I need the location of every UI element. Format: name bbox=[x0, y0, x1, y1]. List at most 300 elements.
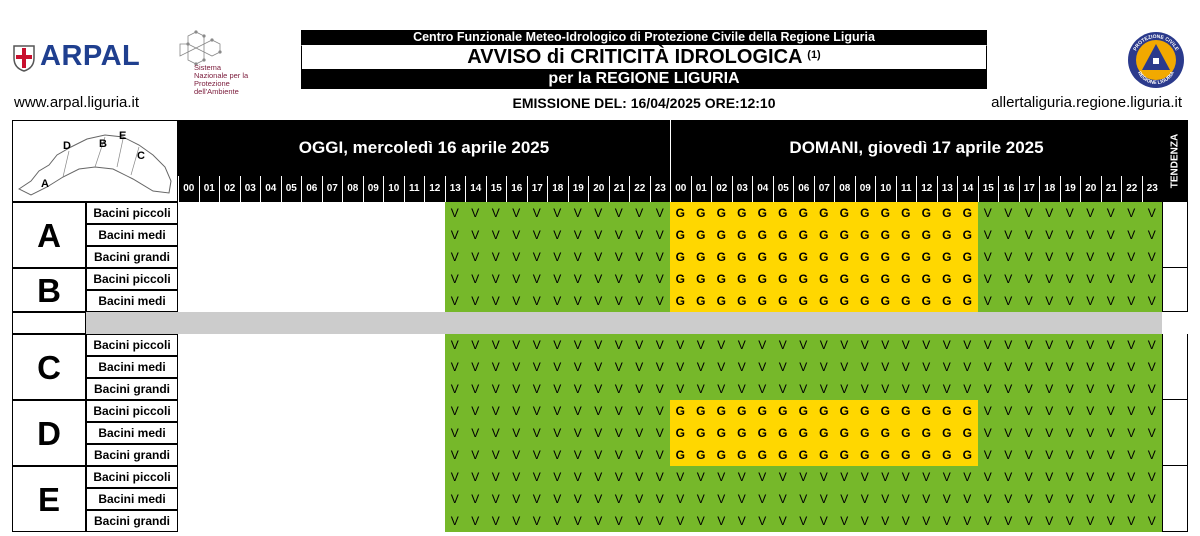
alert-cell-green: V bbox=[506, 400, 527, 422]
alert-cell-green: V bbox=[465, 268, 486, 290]
alert-cell-green: V bbox=[1060, 466, 1081, 488]
alert-cell-green: V bbox=[629, 466, 650, 488]
hour-header: 21 bbox=[1101, 176, 1122, 202]
svg-text:REGIONE LIGURIA bbox=[1136, 70, 1176, 86]
alert-cell-yellow: G bbox=[875, 444, 896, 466]
alert-cell-green: V bbox=[916, 488, 937, 510]
hour-header: 09 bbox=[363, 176, 384, 202]
alert-cell-yellow: G bbox=[711, 224, 732, 246]
alert-cell-green: V bbox=[875, 466, 896, 488]
alert-cell-green: V bbox=[527, 224, 548, 246]
alert-cell-green: V bbox=[568, 400, 589, 422]
alert-cell-yellow: G bbox=[957, 290, 978, 312]
alert-cell-green: V bbox=[1080, 268, 1101, 290]
day-header-1: DOMANI, giovedì 17 aprile 2025 bbox=[670, 120, 1162, 176]
alert-cell-green: V bbox=[1121, 488, 1142, 510]
alert-cell-yellow: G bbox=[875, 400, 896, 422]
alert-cell-green: V bbox=[1121, 334, 1142, 356]
alert-cell-green: V bbox=[855, 488, 876, 510]
subtitle: per la REGIONE LIGURIA bbox=[301, 69, 987, 89]
alert-cell-green: V bbox=[978, 334, 999, 356]
svg-text:PROTEZIONE CIVILE bbox=[1132, 34, 1180, 53]
bacino-label: Bacini grandi bbox=[86, 444, 178, 466]
alert-cell-green: V bbox=[609, 224, 630, 246]
alert-cell-green: V bbox=[650, 224, 671, 246]
alert-cell-green: V bbox=[1101, 290, 1122, 312]
alert-cell-green: V bbox=[506, 466, 527, 488]
alert-cell-green: V bbox=[916, 466, 937, 488]
alert-cell-green: V bbox=[978, 400, 999, 422]
alert-cell-yellow: G bbox=[937, 400, 958, 422]
bacino-label: Bacini piccoli bbox=[86, 268, 178, 290]
alert-cell-green: V bbox=[875, 378, 896, 400]
alert-cell-green: V bbox=[834, 378, 855, 400]
alert-cell-green: V bbox=[1142, 246, 1163, 268]
main-title-note: (1) bbox=[807, 49, 821, 61]
alert-cell-green: V bbox=[445, 488, 466, 510]
alert-cell-green: V bbox=[752, 510, 773, 532]
alert-cell-green: V bbox=[527, 334, 548, 356]
alert-cell-green: V bbox=[465, 334, 486, 356]
alert-cell-yellow: G bbox=[732, 268, 753, 290]
alert-cell-green: V bbox=[732, 334, 753, 356]
alert-cell-green: V bbox=[875, 334, 896, 356]
alert-cell-green: V bbox=[588, 400, 609, 422]
alert-cell-green: V bbox=[957, 356, 978, 378]
alert-cell-yellow: G bbox=[773, 400, 794, 422]
alert-cell-green: V bbox=[1060, 246, 1081, 268]
alert-cell-green: V bbox=[629, 400, 650, 422]
alert-cell-green: V bbox=[445, 400, 466, 422]
alert-cell-green: V bbox=[486, 422, 507, 444]
alert-cell-yellow: G bbox=[773, 444, 794, 466]
alert-cell-green: V bbox=[691, 488, 712, 510]
alert-cell-green: V bbox=[691, 378, 712, 400]
alert-cell-yellow: G bbox=[896, 422, 917, 444]
alert-cell-green: V bbox=[1019, 488, 1040, 510]
alert-cell-green: V bbox=[773, 356, 794, 378]
alert-cell-green: V bbox=[650, 378, 671, 400]
alert-cell-green: V bbox=[506, 422, 527, 444]
alert-cell-green: V bbox=[609, 356, 630, 378]
alert-cell-green: V bbox=[711, 334, 732, 356]
alert-cell-green: V bbox=[527, 400, 548, 422]
alert-cell-green: V bbox=[855, 510, 876, 532]
alert-cell-green: V bbox=[1060, 290, 1081, 312]
alert-cell-yellow: G bbox=[711, 268, 732, 290]
alert-cell-green: V bbox=[1060, 356, 1081, 378]
hour-header: 07 bbox=[322, 176, 343, 202]
alert-cell-green: V bbox=[506, 510, 527, 532]
alert-cell-green: V bbox=[568, 356, 589, 378]
alert-cell-yellow: G bbox=[855, 268, 876, 290]
alert-cell-green: V bbox=[1019, 356, 1040, 378]
alert-cell-green: V bbox=[547, 488, 568, 510]
alert-cell-green: V bbox=[1060, 444, 1081, 466]
main-title-text: AVVISO di CRITICITÀ IDROLOGICA bbox=[467, 46, 802, 68]
alert-cell-green: V bbox=[1121, 400, 1142, 422]
alert-cell-green: V bbox=[998, 466, 1019, 488]
alert-cell-green: V bbox=[957, 488, 978, 510]
alert-cell-yellow: G bbox=[773, 202, 794, 224]
alert-cell-yellow: G bbox=[875, 224, 896, 246]
hour-header: 04 bbox=[752, 176, 773, 202]
alert-cell-green: V bbox=[1019, 202, 1040, 224]
alert-cell-green: V bbox=[978, 224, 999, 246]
alert-cell-green: V bbox=[650, 290, 671, 312]
alert-cell-green: V bbox=[506, 334, 527, 356]
alert-cell-green: V bbox=[998, 488, 1019, 510]
hour-header: 01 bbox=[199, 176, 220, 202]
snpa-logo-text: Sistema Nazionale per la Protezione dell'Ambiente bbox=[194, 63, 249, 96]
alert-cell-yellow: G bbox=[670, 290, 691, 312]
bacino-label: Bacini grandi bbox=[86, 378, 178, 400]
alert-cell-green: V bbox=[588, 378, 609, 400]
hour-header: 23 bbox=[1142, 176, 1163, 202]
alert-cell-yellow: G bbox=[711, 444, 732, 466]
alert-cell-green: V bbox=[445, 334, 466, 356]
alert-cell-green: V bbox=[1039, 488, 1060, 510]
alert-cell-green: V bbox=[588, 510, 609, 532]
hour-header: 19 bbox=[1060, 176, 1081, 202]
bacino-label: Bacini grandi bbox=[86, 510, 178, 532]
hour-header: 20 bbox=[1080, 176, 1101, 202]
tendenza-cell bbox=[1162, 334, 1188, 400]
alert-cell-green: V bbox=[1019, 510, 1040, 532]
alert-cell-green: V bbox=[527, 246, 548, 268]
alert-cell-green: V bbox=[650, 422, 671, 444]
alert-cell-green: V bbox=[445, 246, 466, 268]
alert-cell-yellow: G bbox=[855, 444, 876, 466]
alert-cell-green: V bbox=[1039, 378, 1060, 400]
alert-cell-green: V bbox=[1142, 422, 1163, 444]
alert-cell-green: V bbox=[855, 334, 876, 356]
alert-cell-green: V bbox=[568, 444, 589, 466]
alert-cell-green: V bbox=[1121, 356, 1142, 378]
alert-cell-green: V bbox=[978, 268, 999, 290]
alert-cell-yellow: G bbox=[916, 268, 937, 290]
alert-cell-green: V bbox=[773, 488, 794, 510]
alert-cell-yellow: G bbox=[834, 444, 855, 466]
alert-cell-yellow: G bbox=[814, 422, 835, 444]
alert-cell-green: V bbox=[1101, 422, 1122, 444]
alert-cell-green: V bbox=[486, 202, 507, 224]
alert-cell-green: V bbox=[1121, 246, 1142, 268]
alert-cell-green: V bbox=[998, 422, 1019, 444]
alert-cell-green: V bbox=[1121, 290, 1142, 312]
alert-cell-green: V bbox=[506, 290, 527, 312]
alert-cell-green: V bbox=[1060, 334, 1081, 356]
hour-header: 01 bbox=[691, 176, 712, 202]
alert-cell-green: V bbox=[465, 466, 486, 488]
alert-cell-green: V bbox=[1142, 268, 1163, 290]
alert-cell-green: V bbox=[834, 466, 855, 488]
alert-cell-green: V bbox=[465, 378, 486, 400]
alert-cell-yellow: G bbox=[957, 400, 978, 422]
alert-cell-green: V bbox=[998, 202, 1019, 224]
alert-cell-green: V bbox=[814, 334, 835, 356]
map-label-a: A bbox=[41, 178, 49, 190]
alert-cell-yellow: G bbox=[793, 224, 814, 246]
alert-cell-green: V bbox=[1080, 334, 1101, 356]
alert-cell-yellow: G bbox=[711, 246, 732, 268]
alert-cell-green: V bbox=[1080, 466, 1101, 488]
alert-cell-yellow: G bbox=[711, 400, 732, 422]
alert-cell-green: V bbox=[711, 488, 732, 510]
alert-cell-green: V bbox=[1060, 224, 1081, 246]
alert-cell-yellow: G bbox=[732, 444, 753, 466]
alert-cell-green: V bbox=[752, 466, 773, 488]
hour-header: 11 bbox=[896, 176, 917, 202]
tendenza-cell bbox=[1162, 400, 1188, 466]
alert-cell-yellow: G bbox=[896, 224, 917, 246]
alert-cell-green: V bbox=[1101, 268, 1122, 290]
alert-cell-green: V bbox=[957, 334, 978, 356]
alert-cell-green: V bbox=[670, 378, 691, 400]
alert-cell-green: V bbox=[773, 510, 794, 532]
alert-cell-green: V bbox=[1080, 488, 1101, 510]
hour-header: 18 bbox=[547, 176, 568, 202]
alert-cell-green: V bbox=[998, 290, 1019, 312]
alert-cell-yellow: G bbox=[814, 246, 835, 268]
alert-cell-green: V bbox=[937, 488, 958, 510]
alert-cell-yellow: G bbox=[834, 290, 855, 312]
hour-header: 08 bbox=[342, 176, 363, 202]
alert-cell-yellow: G bbox=[732, 202, 753, 224]
alert-cell-green: V bbox=[527, 290, 548, 312]
alert-cell-green: V bbox=[506, 356, 527, 378]
alert-cell-yellow: G bbox=[916, 246, 937, 268]
tendenza-cell bbox=[1162, 466, 1188, 532]
alert-cell-green: V bbox=[1101, 202, 1122, 224]
alert-cell-yellow: G bbox=[834, 400, 855, 422]
alert-cell-green: V bbox=[978, 444, 999, 466]
alert-cell-yellow: G bbox=[937, 268, 958, 290]
alert-cell-green: V bbox=[527, 488, 548, 510]
alert-cell-green: V bbox=[588, 466, 609, 488]
alert-cell-green: V bbox=[629, 290, 650, 312]
alert-cell-yellow: G bbox=[691, 290, 712, 312]
alert-cell-green: V bbox=[1142, 466, 1163, 488]
hour-header: 14 bbox=[957, 176, 978, 202]
alert-cell-yellow: G bbox=[773, 422, 794, 444]
alert-cell-yellow: G bbox=[732, 246, 753, 268]
emission-date: EMISSIONE DEL: 16/04/2025 ORE:12:10 bbox=[512, 95, 776, 111]
alert-cell-yellow: G bbox=[691, 422, 712, 444]
alert-cell-green: V bbox=[486, 246, 507, 268]
alert-cell-green: V bbox=[875, 488, 896, 510]
alert-cell-green: V bbox=[1101, 378, 1122, 400]
alert-cell-green: V bbox=[547, 246, 568, 268]
hour-header: 06 bbox=[301, 176, 322, 202]
alert-cell-green: V bbox=[1019, 268, 1040, 290]
alert-cell-green: V bbox=[506, 246, 527, 268]
hour-header: 00 bbox=[670, 176, 691, 202]
alert-cell-green: V bbox=[732, 466, 753, 488]
alert-cell-yellow: G bbox=[670, 444, 691, 466]
alert-cell-green: V bbox=[773, 466, 794, 488]
alert-cell-green: V bbox=[691, 334, 712, 356]
alert-cell-green: V bbox=[629, 488, 650, 510]
alert-cell-green: V bbox=[752, 356, 773, 378]
alert-cell-green: V bbox=[998, 224, 1019, 246]
alert-cell-green: V bbox=[1142, 290, 1163, 312]
bacino-label: Bacini medi bbox=[86, 488, 178, 510]
alert-cell-green: V bbox=[1101, 334, 1122, 356]
alert-cell-yellow: G bbox=[814, 400, 835, 422]
alert-cell-green: V bbox=[998, 510, 1019, 532]
hour-header: 10 bbox=[383, 176, 404, 202]
alert-cell-green: V bbox=[609, 444, 630, 466]
alert-cell-green: V bbox=[1121, 444, 1142, 466]
tendenza-cell bbox=[1162, 268, 1188, 312]
arpal-logo-text: ARPAL bbox=[40, 40, 141, 72]
alert-cell-green: V bbox=[609, 488, 630, 510]
alert-cell-green: V bbox=[609, 378, 630, 400]
hour-header: 17 bbox=[527, 176, 548, 202]
hour-header: 12 bbox=[916, 176, 937, 202]
alert-cell-yellow: G bbox=[916, 400, 937, 422]
alert-cell-green: V bbox=[937, 356, 958, 378]
alert-cell-green: V bbox=[752, 378, 773, 400]
alert-cell-yellow: G bbox=[793, 268, 814, 290]
alert-cell-green: V bbox=[998, 246, 1019, 268]
alert-cell-green: V bbox=[855, 356, 876, 378]
alert-cell-green: V bbox=[1142, 334, 1163, 356]
alert-cell-green: V bbox=[1039, 356, 1060, 378]
map-label-c: C bbox=[137, 150, 145, 162]
alert-cell-green: V bbox=[609, 334, 630, 356]
alert-cell-green: V bbox=[547, 510, 568, 532]
arpal-url[interactable]: www.arpal.liguria.it bbox=[14, 94, 140, 111]
alert-cell-green: V bbox=[1080, 510, 1101, 532]
liguria-map-icon bbox=[13, 121, 177, 201]
alert-cell-green: V bbox=[1142, 202, 1163, 224]
hour-header: 22 bbox=[629, 176, 650, 202]
hour-header: 02 bbox=[711, 176, 732, 202]
alert-cell-green: V bbox=[527, 466, 548, 488]
alert-cell-green: V bbox=[588, 202, 609, 224]
hour-header: 09 bbox=[855, 176, 876, 202]
alert-cell-green: V bbox=[1019, 466, 1040, 488]
alert-cell-yellow: G bbox=[916, 444, 937, 466]
alert-cell-yellow: G bbox=[670, 268, 691, 290]
alert-cell-yellow: G bbox=[896, 202, 917, 224]
alert-cell-green: V bbox=[691, 510, 712, 532]
alert-cell-green: V bbox=[506, 224, 527, 246]
alert-cell-green: V bbox=[1019, 246, 1040, 268]
alert-cell-yellow: G bbox=[916, 290, 937, 312]
zone-label-d: D bbox=[12, 400, 86, 466]
alert-cell-yellow: G bbox=[691, 444, 712, 466]
hour-header: 13 bbox=[445, 176, 466, 202]
alert-cell-green: V bbox=[486, 488, 507, 510]
alert-cell-green: V bbox=[1080, 400, 1101, 422]
alert-cell-yellow: G bbox=[916, 422, 937, 444]
hour-header: 04 bbox=[260, 176, 281, 202]
alert-cell-green: V bbox=[732, 378, 753, 400]
map-label-e: E bbox=[119, 130, 127, 142]
alert-cell-green: V bbox=[793, 356, 814, 378]
alert-cell-green: V bbox=[1142, 444, 1163, 466]
alert-cell-green: V bbox=[650, 268, 671, 290]
alert-cell-green: V bbox=[588, 224, 609, 246]
alert-cell-green: V bbox=[486, 466, 507, 488]
allerta-url[interactable]: allertaliguria.regione.liguria.it bbox=[991, 94, 1182, 111]
alert-cell-yellow: G bbox=[834, 268, 855, 290]
zone-label-a: A bbox=[12, 202, 86, 268]
liguria-emblem-icon bbox=[12, 44, 36, 72]
alert-cell-green: V bbox=[527, 356, 548, 378]
alert-cell-green: V bbox=[650, 334, 671, 356]
alert-cell-green: V bbox=[998, 400, 1019, 422]
alert-cell-green: V bbox=[1019, 334, 1040, 356]
alert-cell-green: V bbox=[752, 488, 773, 510]
alert-cell-green: V bbox=[773, 378, 794, 400]
alert-cell-green: V bbox=[732, 510, 753, 532]
alert-cell-yellow: G bbox=[732, 290, 753, 312]
alert-cell-green: V bbox=[814, 356, 835, 378]
alert-cell-green: V bbox=[1039, 246, 1060, 268]
pc-logo-bottom: REGIONE LIGURIA bbox=[1136, 70, 1176, 87]
alert-cell-green: V bbox=[486, 290, 507, 312]
alert-cell-green: V bbox=[1121, 268, 1142, 290]
alert-cell-green: V bbox=[670, 466, 691, 488]
alert-cell-green: V bbox=[875, 510, 896, 532]
alert-cell-green: V bbox=[629, 510, 650, 532]
alert-cell-green: V bbox=[547, 224, 568, 246]
alert-cell-green: V bbox=[1080, 356, 1101, 378]
alert-cell-green: V bbox=[1019, 378, 1040, 400]
alert-cell-yellow: G bbox=[691, 246, 712, 268]
hour-header: 14 bbox=[465, 176, 486, 202]
alert-cell-yellow: G bbox=[814, 290, 835, 312]
hour-header: 08 bbox=[834, 176, 855, 202]
alert-cell-yellow: G bbox=[957, 444, 978, 466]
alert-cell-green: V bbox=[1080, 378, 1101, 400]
alert-cell-green: V bbox=[1019, 422, 1040, 444]
alert-cell-green: V bbox=[609, 268, 630, 290]
liguria-zones-map bbox=[12, 120, 178, 202]
alert-cell-yellow: G bbox=[752, 202, 773, 224]
hour-header: 00 bbox=[178, 176, 199, 202]
alert-cell-yellow: G bbox=[937, 224, 958, 246]
alert-cell-green: V bbox=[978, 246, 999, 268]
alert-cell-green: V bbox=[568, 268, 589, 290]
alert-cell-green: V bbox=[752, 334, 773, 356]
alert-cell-green: V bbox=[957, 378, 978, 400]
bacino-label: Bacini medi bbox=[86, 422, 178, 444]
alert-cell-green: V bbox=[629, 268, 650, 290]
alert-cell-green: V bbox=[445, 422, 466, 444]
alert-cell-green: V bbox=[1080, 290, 1101, 312]
alert-cell-green: V bbox=[609, 202, 630, 224]
alert-cell-green: V bbox=[629, 334, 650, 356]
map-label-b: B bbox=[99, 138, 107, 150]
tendenza-header bbox=[1162, 120, 1188, 202]
alert-cell-yellow: G bbox=[691, 400, 712, 422]
alert-cell-green: V bbox=[527, 422, 548, 444]
hour-header: 17 bbox=[1019, 176, 1040, 202]
alert-cell-green: V bbox=[445, 290, 466, 312]
alert-cell-yellow: G bbox=[793, 400, 814, 422]
alert-cell-green: V bbox=[527, 202, 548, 224]
alert-cell-yellow: G bbox=[937, 202, 958, 224]
alert-cell-green: V bbox=[978, 422, 999, 444]
alert-cell-green: V bbox=[629, 202, 650, 224]
alert-cell-yellow: G bbox=[875, 202, 896, 224]
alert-cell-green: V bbox=[506, 488, 527, 510]
